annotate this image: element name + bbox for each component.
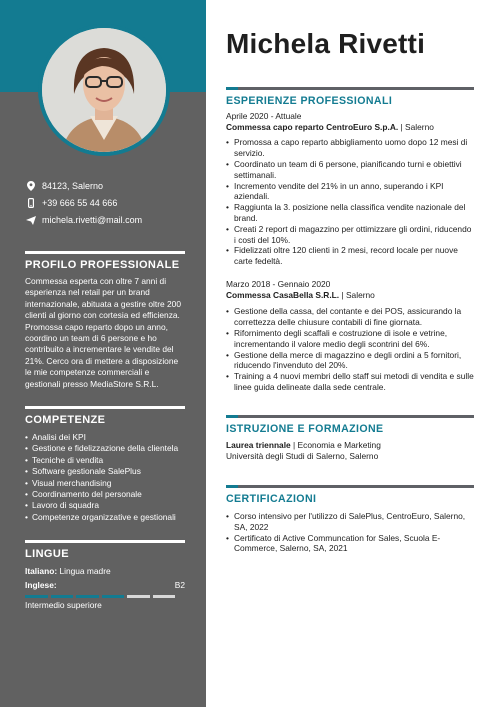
skill-item: • Software gestionale SalePlus [25, 466, 185, 477]
skills-rule [25, 406, 185, 409]
english-label: Inglese: [25, 580, 57, 591]
language-italian [25, 566, 185, 577]
profile-text: Commessa esperta con oltre 7 anni di esperienza nel retail per un brand internazionale, abituata a gestire oltre 200 clienti al giorno con cortesia ed efficienza. Promossa capo reparto dopo un anno, coordino un team di 6 persone e ho contribuito a incrementare le vendite del 21%. Cerco ora di mettere a disposizione le mie competenze commerciali e gestionali presso MediaStore S.R.L. [25, 276, 181, 389]
certification-item: • Certificato di Active Communcation for Sales, Scuola E-Commerce, Salerno, SA, 2021 [226, 533, 474, 555]
profile-photo [42, 28, 166, 152]
job-location: Salerno [405, 122, 434, 133]
level-segment [102, 595, 125, 598]
education-title: ISTRUZIONE E FORMAZIONE [226, 423, 384, 435]
candidate-name: Michela Rivetti [226, 28, 426, 59]
education-section [226, 415, 474, 462]
skills-section [25, 406, 185, 523]
education-rule [226, 415, 474, 418]
level-segment [76, 595, 99, 598]
skills-list [25, 432, 185, 523]
job-bullets [226, 137, 474, 267]
job-dates: Aprile 2020 - Attuale [226, 111, 302, 121]
english-level: B2 [174, 580, 185, 591]
job-dates: Marzo 2018 - Gennaio 2020 [226, 278, 331, 289]
job-bullet: • Coordinato un team di 6 persone, pianificando turni e obiettivi settimanali. [226, 159, 474, 181]
skill-item: • Tecniche di vendita [25, 455, 185, 466]
email-text: michela.rivetti@mail.com [42, 215, 143, 225]
job-bullet: • Training a 4 nuovi membri dello staff sui metodi di vendita e sulle linee guida delineate dalla sede centrale. [226, 371, 474, 393]
experience-rule [226, 87, 474, 90]
send-icon [26, 216, 36, 225]
education-school: Università degli Studi di Salerno, Salerno [226, 451, 379, 462]
portrait-illustration [42, 28, 166, 152]
phone-icon [26, 198, 36, 208]
job-bullet: • Promossa a capo reparto abbigliamento uomo dopo 12 mesi di servizio. [226, 137, 474, 159]
english-desc: Intermedio superiore [25, 599, 102, 610]
skill-item: • Gestione e fidelizzazione della clientela [25, 443, 185, 454]
english-level-bar [25, 595, 185, 598]
job-bullet: • Raggiunta la 3. posizione nella classifica vendite nazionale del brand. [226, 202, 474, 224]
certifications-rule [226, 485, 474, 488]
certifications-list [226, 511, 474, 554]
job-role: Commessa CasaBella S.R.L. [226, 290, 340, 301]
italian-value: Lingua madre [59, 566, 111, 576]
job-bullet: • Creati 2 report di magazzino per ottimizzare gli ordini, riducendo i costi del 10%. [226, 224, 474, 246]
job-bullets [226, 306, 474, 392]
job-bullet: • Gestione della cassa, del contante e dei POS, assicurando la correttezza delle chiusure contabili di fine giornata. [226, 306, 474, 328]
job-heading: Commessa capo reparto CentroEuro S.p.A. | Salerno [226, 122, 434, 133]
education-field: Economia e Marketing [297, 440, 381, 450]
contact-email [26, 215, 142, 225]
experience-section [226, 87, 474, 393]
skill-item: • Lavoro di squadra [25, 500, 185, 511]
job-heading: Commessa CasaBella S.R.L. | Salerno [226, 290, 375, 301]
job-1 [226, 111, 474, 267]
certification-item: • Corso intensivo per l'utilizzo di SalePlus, CentroEuro, Salerno, SA, 2022 [226, 511, 474, 533]
skills-title: COMPETENZE [25, 414, 106, 426]
language-english [25, 580, 185, 591]
certifications-title: CERTIFICAZIONI [226, 493, 317, 505]
location-text: 84123, Salerno [42, 181, 104, 191]
languages-section [25, 540, 185, 611]
phone-text: +39 666 55 44 666 [42, 198, 118, 208]
job-bullet: • Fidelizzati oltre 120 clienti in 2 mesi, record locale per nuove carte fedeltà. [226, 245, 474, 267]
skill-item: • Visual merchandising [25, 478, 185, 489]
job-bullet: • Rifornimento degli scaffali e costruzione di isole e vetrine, incrementando il valore medio degli scontrini del 6%. [226, 328, 474, 350]
level-segment [25, 595, 48, 598]
level-segment [51, 595, 74, 598]
skill-item: • Analisi dei KPI [25, 432, 185, 443]
job-role: Commessa capo reparto CentroEuro S.p.A. [226, 122, 399, 133]
contact-location [26, 181, 103, 191]
level-segment [153, 595, 176, 598]
contact-phone [26, 198, 117, 208]
job-location: Salerno [345, 290, 375, 301]
languages-rule [25, 540, 185, 543]
profile-rule [25, 251, 185, 254]
profile-section [25, 251, 185, 390]
level-segment [127, 595, 150, 598]
education-degree: Laurea triennale [226, 440, 291, 450]
certifications-section [226, 485, 474, 554]
location-pin-icon [26, 181, 36, 191]
italian-label: Italiano: [25, 566, 58, 576]
job-bullet: • Gestione della merce di magazzino e degli ordini a 5 fornitori, riducendo l'invenduto del 20%. [226, 350, 474, 372]
profile-title: PROFILO PROFESSIONALE [25, 259, 180, 271]
job-2 [226, 279, 474, 393]
experience-title: ESPERIENZE PROFESSIONALI [226, 95, 393, 107]
languages-title: LINGUE [25, 548, 69, 560]
skill-item: • Coordinamento del personale [25, 489, 185, 500]
education-degree-line: Laurea triennale | Economia e Marketing [226, 440, 381, 450]
job-bullet: • Incremento vendite del 21% in un anno, superando i KPI aziendali. [226, 181, 474, 203]
skill-item: • Competenze organizzative e gestionali [25, 512, 185, 523]
